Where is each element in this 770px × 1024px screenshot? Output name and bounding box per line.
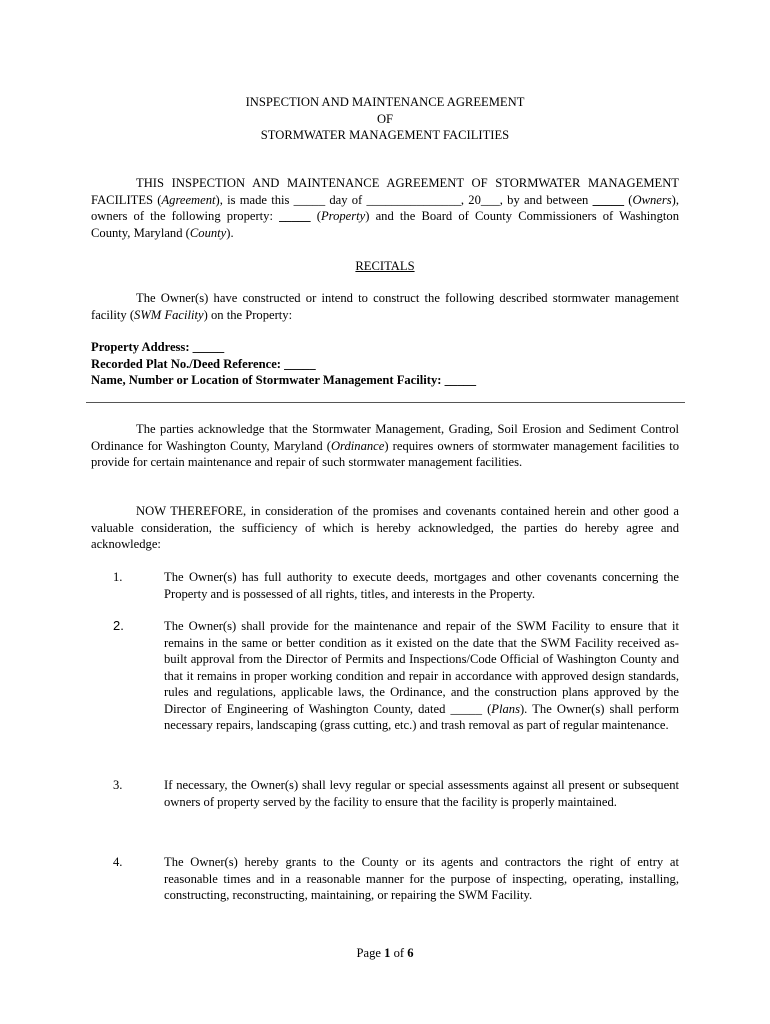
intro-agreement-term: Agreement bbox=[161, 192, 216, 207]
intro-text-d: ), owners of the following property: bbox=[91, 192, 679, 223]
now-therefore-paragraph: NOW THEREFORE, in consideration of the promises and covenants contained herein and other good a valuable consideration, the sufficiency of which is hereby acknowledged, the parties do hereby agree and acknowledge: bbox=[91, 504, 679, 551]
item2-text-b: ). The Owner(s) shall perform necessary repairs, landscaping (grass cutting, etc.) and trash removal as part of regular maintenance. bbox=[164, 701, 679, 732]
intro-paragraph bbox=[91, 175, 679, 241]
recital-paragraph bbox=[91, 290, 679, 323]
list-text: The Owner(s) has full authority to execute deeds, mortgages and other covenants concerning the Property and is possessed of all rights, titles, and interests in the Property. bbox=[164, 570, 679, 601]
footer-page-number: 1 bbox=[384, 946, 391, 960]
property-fields bbox=[91, 339, 679, 389]
horizontal-divider bbox=[86, 402, 685, 403]
list-text: If necessary, the Owner(s) shall levy regular or special assessments against all present or subsequent owners of property served by the facility to ensure that the facility is properly maintained. bbox=[164, 778, 679, 809]
ack-text-a: The parties acknowledge that the Stormwater Management, Grading, Soil Erosion and Sediment Control Ordinance for Washington County, Maryland ( bbox=[91, 422, 679, 453]
item2-plans-term: Plans bbox=[491, 701, 520, 716]
recitals-heading: RECITALS bbox=[355, 259, 415, 273]
list-text bbox=[164, 618, 679, 734]
intro-text-a: THIS INSPECTION AND MAINTENANCE AGREEMENT OF STORMWATER MANAGEMENT FACILITES ( bbox=[91, 176, 679, 207]
list-text: The Owner(s) hereby grants to the County or its agents and contractors the right of entry at reasonable times and in a reasonable manner for the purpose of inspecting, operating, installing, constructing, reconstructing, maintaining, or repairing the SWM Facility. bbox=[164, 855, 679, 902]
intro-county-term: County bbox=[189, 225, 227, 240]
ack-text-b: ) requires owners of stormwater management facilities to provide for certain maintenance and repair of such stormwater management facilities. bbox=[91, 438, 679, 469]
facility-location-field: Name, Number or Location of Stormwater Management Facility: _____ bbox=[91, 373, 477, 387]
title-line-2: OF bbox=[376, 111, 394, 126]
property-blank: _____ bbox=[279, 209, 311, 223]
list-number: 1. bbox=[113, 570, 123, 584]
item2-text-a: The Owner(s) shall provide for the maintenance and repair of the SWM Facility to ensure that it remains in the same or better condition as it existed on the date that the SWM Facility received as-built approval from the Director of Permits and Inspections/Code Official of Washington County and that it remains in proper working condition and repair in accordance with approved design standards, rules and regulations, applicable laws, the Ordinance, and the construction plans approved by the Director of Engineering of Washington County, dated _____ ( bbox=[164, 619, 679, 716]
acknowledge-paragraph bbox=[91, 421, 679, 471]
recital-text-a: The Owner(s) have constructed or intend to construct the following described stormwater management facility ( bbox=[91, 291, 679, 322]
intro-text-g: ). bbox=[226, 225, 234, 240]
list-number: 2. bbox=[113, 618, 124, 633]
document-title bbox=[0, 94, 770, 144]
title-line-3: STORMWATER MANAGEMENT FACILITIES bbox=[260, 128, 510, 142]
intro-text-b: ), is made this _____ day of _______________, 20___, by and between bbox=[215, 192, 593, 207]
footer-of: of bbox=[390, 946, 408, 960]
title-line-1: INSPECTION AND MAINTENANCE AGREEMENT bbox=[245, 95, 525, 109]
intro-text-c: ( bbox=[624, 192, 633, 207]
owners-blank: _____ bbox=[592, 192, 625, 207]
list-number: 4. bbox=[113, 855, 123, 869]
ack-ordinance-term: Ordinance bbox=[330, 438, 385, 453]
footer-page-word: Page bbox=[356, 946, 385, 960]
page-footer bbox=[0, 945, 770, 962]
property-address-field: Property Address: _____ bbox=[91, 340, 225, 354]
plat-reference-field: Recorded Plat No./Deed Reference: _____ bbox=[91, 356, 316, 371]
intro-text-f: ) and the Board of County Commissioners of Washington County, Maryland ( bbox=[91, 209, 679, 240]
list-number: 3. bbox=[113, 778, 123, 792]
recital-swm-term: SWM Facility bbox=[134, 307, 204, 322]
recital-text-b: ) on the Property: bbox=[203, 307, 293, 322]
footer-total-pages: 6 bbox=[407, 946, 414, 960]
intro-owners-term: Owners bbox=[632, 192, 672, 207]
intro-property-term: Property bbox=[320, 209, 366, 223]
intro-text-e: ( bbox=[310, 209, 321, 223]
